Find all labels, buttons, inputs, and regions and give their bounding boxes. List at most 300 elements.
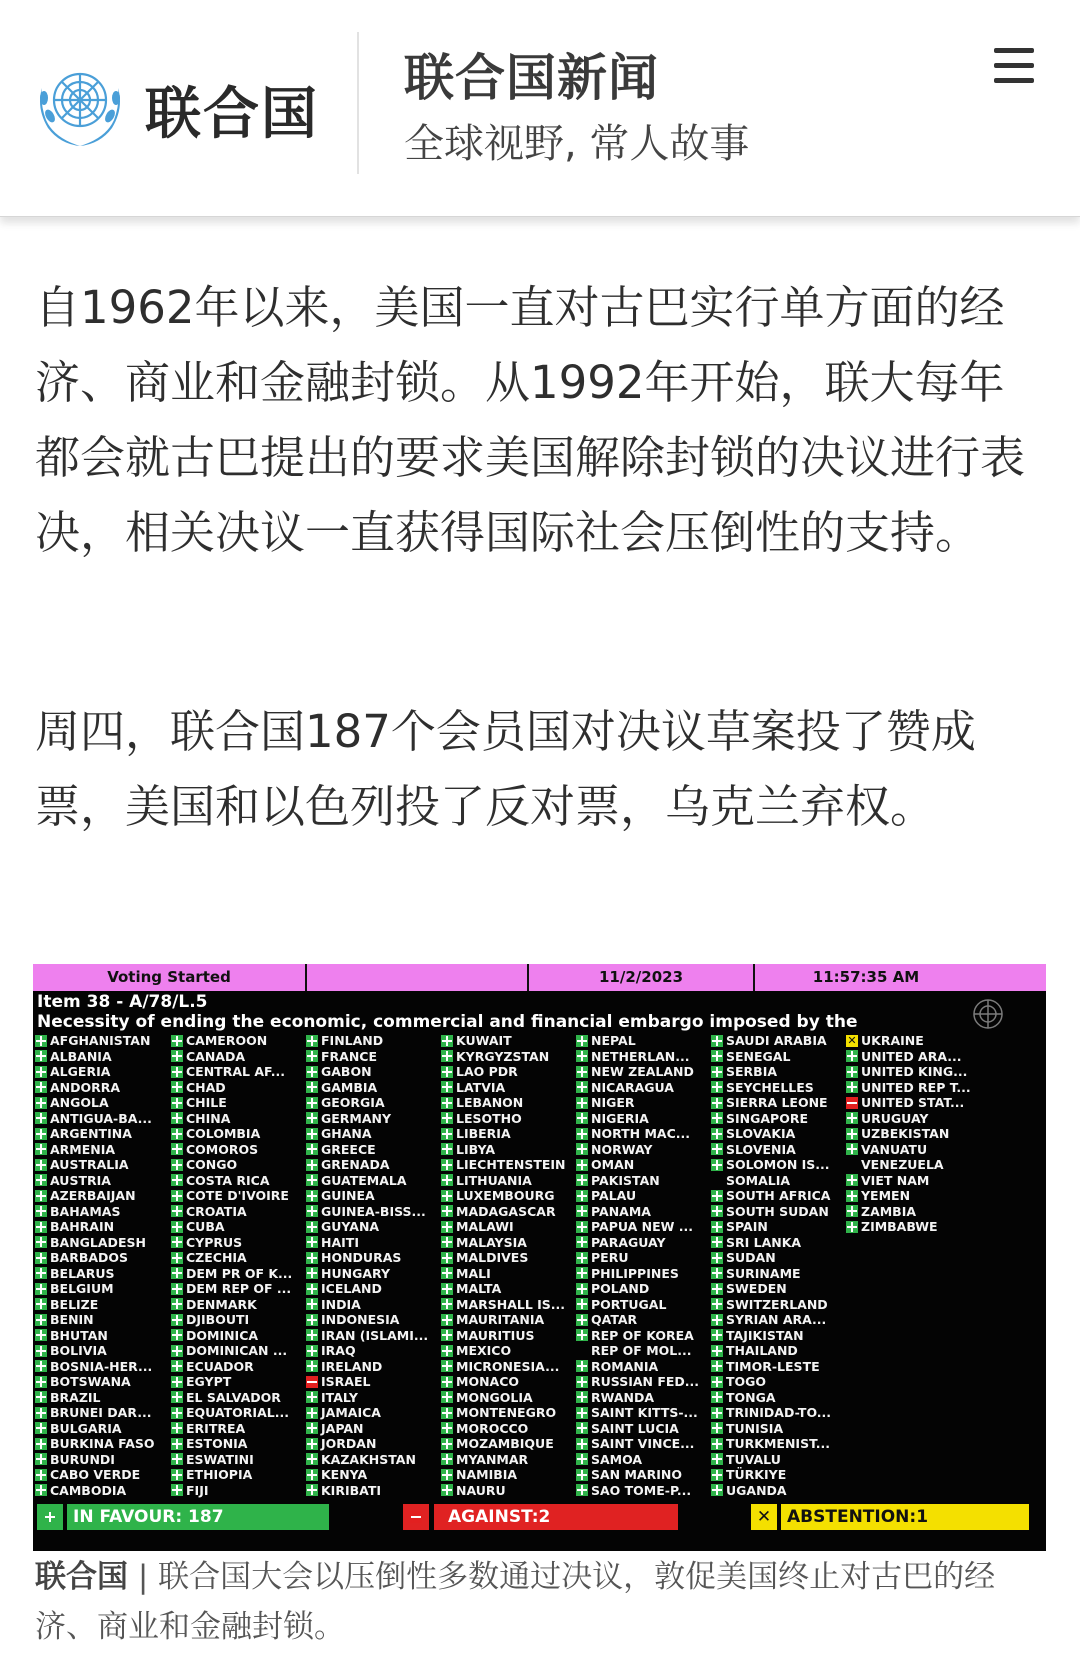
vote-no-icon [306,1376,318,1388]
vote-yes-icon [306,1081,318,1093]
country-name: CAMBODIA [50,1482,127,1498]
vote-yes-icon [846,1221,858,1233]
country-vote-row [441,1111,585,1127]
country-name: OMAN [591,1157,635,1172]
vote-yes-icon [441,1128,453,1140]
vote-yes-icon [35,1190,47,1202]
country-vote-row [441,1219,585,1235]
country-vote-row [711,1281,855,1297]
country-vote-row [576,1312,720,1328]
country-name: ISRAEL [321,1374,371,1389]
country-name: MALAYSIA [456,1234,527,1250]
country-vote-row [576,1436,720,1452]
vote-yes-icon [35,1453,47,1465]
country-vote-row [441,1297,585,1313]
country-name: QATAR [591,1312,638,1327]
country-name: GERMANY [321,1110,392,1126]
org-name[interactable]: 联合国 [145,82,319,147]
country-name: FIJI [186,1482,209,1498]
vote-yes-icon [306,1097,318,1109]
country-vote-row [35,1188,179,1204]
country-name: TONGA [726,1389,776,1405]
country-name: ERITREA [186,1420,246,1436]
country-vote-row [846,1095,990,1111]
vote-yes-icon [35,1360,47,1372]
country-vote-row [306,1390,450,1406]
country-vote-row [35,1328,179,1344]
country-vote-row [576,1405,720,1421]
vote-yes-icon [576,1360,588,1372]
country-name: KENYA [321,1467,368,1482]
vote-yes-icon [711,1236,723,1248]
vote-no-icon [846,1097,858,1109]
country-name: LAO PDR [456,1064,518,1079]
country-name: BELGIUM [50,1281,114,1296]
vote-yes-icon [846,1143,858,1155]
country-vote-row [711,1188,855,1204]
country-name: NIGER [591,1095,635,1110]
country-name: COSTA RICA [186,1172,270,1188]
country-vote-row [35,1405,179,1421]
country-vote-row [846,1126,990,1142]
vote-yes-icon [35,1050,47,1062]
country-name: TIMOR-LESTE [726,1358,820,1374]
vote-yes-icon [171,1112,183,1124]
country-name: BELIZE [50,1296,99,1312]
country-vote-row [441,1467,585,1483]
vote-yes-icon [576,1453,588,1465]
vote-yes-icon [711,1314,723,1326]
country-vote-row [171,1111,315,1127]
country-name: GREECE [321,1141,376,1157]
image-caption [35,1552,1045,1652]
country-name: GUINEA-BISS... [321,1203,426,1219]
country-name: FINLAND [321,1033,384,1048]
country-name: SIERRA LEONE [726,1095,828,1110]
country-vote-row [576,1250,720,1266]
vote-yes-icon [711,1097,723,1109]
country-vote-row [306,1421,450,1437]
country-vote-row [846,1219,990,1235]
vote-yes-icon [711,1360,723,1372]
country-vote-row [576,1126,720,1142]
country-name: BRUNEI DAR... [50,1405,152,1420]
country-vote-row [711,1080,855,1096]
country-name: DEM PR OF K... [186,1265,293,1281]
country-name: NICARAGUA [591,1079,674,1095]
country-name: KYRGYZSTAN [456,1048,550,1064]
vote-yes-icon [441,1283,453,1295]
country-vote-row [35,1157,179,1173]
vote-yes-icon [711,1050,723,1062]
country-vote-row [171,1390,315,1406]
country-name: PALAU [591,1188,637,1203]
country-vote-row [35,1467,179,1483]
country-column [846,1033,990,1235]
vote-yes-icon [35,1174,47,1186]
vote-yes-icon [306,1143,318,1155]
country-name: SOMALIA [726,1172,791,1188]
vote-yes-icon [171,1159,183,1171]
country-name: ECUADOR [186,1358,254,1374]
country-name: VENEZUELA [861,1157,944,1172]
vote-yes-icon [35,1314,47,1326]
country-name: FRANCE [321,1048,378,1064]
vote-yes-icon [306,1112,318,1124]
vote-yes-icon [441,1112,453,1124]
vote-yes-icon [441,1298,453,1310]
un-emblem-icon[interactable] [30,58,130,150]
country-name: BAHAMAS [50,1203,121,1219]
country-vote-row [711,1436,855,1452]
country-vote-row [35,1049,179,1065]
country-name: YEMEN [861,1188,911,1203]
article-paragraph: 自1962年以来，美国一直对古巴实行单方面的经济、商业和金融封锁。从1992年开始，联大每年都会就古巴提出的要求美国解除封锁的决议进行表决，相关决议一直获得国际社会压倒性的支持。 [35,281,1026,559]
country-name: ESTONIA [186,1436,248,1451]
vote-yes-icon [35,1329,47,1341]
country-vote-row [35,1204,179,1220]
vote-yes-icon [576,1298,588,1310]
country-vote-row [306,1483,450,1499]
vote-yes-icon [171,1345,183,1357]
country-vote-row [306,1312,450,1328]
country-name: JAPAN [321,1420,364,1436]
vote-yes-icon [441,1205,453,1217]
country-name: UGANDA [726,1482,787,1498]
vote-yes-icon [576,1050,588,1062]
vote-yes-icon [711,1391,723,1403]
vote-yes-icon [35,1221,47,1233]
country-name: SPAIN [726,1219,768,1234]
vote-yes-icon [846,1174,858,1186]
vote-time: 11:57:35 AM [812,968,920,986]
country-vote-row [35,1080,179,1096]
vote-yes-icon [846,1112,858,1124]
country-vote-row [576,1421,720,1437]
country-name: PHILIPPINES [591,1265,679,1281]
vote-yes-icon [306,1190,318,1202]
country-name: MALDIVES [456,1250,529,1265]
country-vote-row [576,1049,720,1065]
country-name: AZERBAIJAN [50,1188,136,1203]
vote-yes-icon [306,1314,318,1326]
country-name: BANGLADESH [50,1234,146,1250]
against-icon [403,1504,429,1530]
country-vote-row [576,1328,720,1344]
vote-yes-icon [306,1050,318,1062]
country-vote-row [171,1219,315,1235]
vote-yes-icon [576,1484,588,1496]
vote-yes-icon [35,1236,47,1248]
country-vote-row [35,1297,179,1313]
vote-yes-icon [441,1484,453,1496]
country-vote-row [711,1142,855,1158]
country-vote-row [306,1173,450,1189]
country-vote-row [576,1390,720,1406]
vote-yes-icon [441,1391,453,1403]
country-vote-row [171,1328,315,1344]
vote-yes-icon [35,1081,47,1093]
country-name: LESOTHO [456,1110,522,1126]
country-vote-row [441,1204,585,1220]
country-name: ANGOLA [50,1095,109,1110]
country-name: COMOROS [186,1141,259,1157]
menu-bar [994,78,1034,83]
country-name: MALI [456,1265,491,1281]
country-vote-row [171,1235,315,1251]
vote-yes-icon [711,1190,723,1202]
country-vote-row [711,1343,855,1359]
country-name: CONGO [186,1157,238,1172]
country-vote-row [306,1049,450,1065]
vote-yes-icon [306,1267,318,1279]
country-vote-row [441,1250,585,1266]
against-count: AGAINST:2 [434,1504,678,1530]
country-name: PARAGUAY [591,1234,666,1250]
vote-yes-icon [576,1097,588,1109]
country-vote-row [711,1359,855,1375]
vote-yes-icon [35,1484,47,1496]
country-vote-row [306,1328,450,1344]
country-name: UNITED STAT... [861,1095,965,1110]
country-vote-row [306,1126,450,1142]
country-vote-row [711,1266,855,1282]
country-vote-row [171,1436,315,1452]
vote-yes-icon [35,1469,47,1481]
country-name: AUSTRIA [50,1172,111,1188]
vote-none-icon [846,1159,858,1171]
country-vote-row [35,1033,179,1049]
vote-yes-icon [846,1205,858,1217]
country-vote-row [441,1312,585,1328]
news-title[interactable]: 联合国新闻 [404,49,659,107]
country-vote-row [171,1421,315,1437]
vote-yes-icon [306,1360,318,1372]
country-name: HAITI [321,1234,359,1250]
vote-yes-icon [576,1438,588,1450]
country-name: DJIBOUTI [186,1312,250,1327]
country-name: TÜRKIYE [726,1467,787,1482]
vote-yes-icon [576,1066,588,1078]
country-vote-row [846,1033,990,1049]
country-name: GUATEMALA [321,1172,407,1188]
country-vote-row [306,1204,450,1220]
country-vote-row [35,1452,179,1468]
vote-yes-icon [711,1453,723,1465]
country-name: LEBANON [456,1095,524,1110]
country-name: SENEGAL [726,1048,791,1064]
country-name: RUSSIAN FED... [591,1374,700,1389]
country-name: KIRIBATI [321,1482,382,1498]
header-divider [357,32,359,174]
country-name: DOMINICAN ... [186,1343,288,1358]
country-vote-row [306,1219,450,1235]
country-vote-row [35,1250,179,1266]
country-vote-row [576,1266,720,1282]
country-vote-row [441,1188,585,1204]
vote-yes-icon [711,1066,723,1078]
menu-bar [994,48,1034,53]
vote-yes-icon [576,1329,588,1341]
vote-yes-icon [171,1267,183,1279]
vote-yes-icon [171,1391,183,1403]
country-name: ESWATINI [186,1451,254,1467]
country-name: NORTH MAC... [591,1126,691,1141]
country-name: BOSNIA-HER... [50,1358,153,1374]
vote-yes-icon [441,1453,453,1465]
country-vote-row [35,1483,179,1499]
country-vote-row [306,1033,450,1049]
vote-yes-icon [441,1221,453,1233]
vote-board-image[interactable] [33,964,1046,1551]
country-name: GABON [321,1064,372,1079]
country-vote-row [711,1235,855,1251]
vote-yes-icon [306,1345,318,1357]
vote-yes-icon [576,1205,588,1217]
country-name: EQUATORIAL... [186,1405,289,1420]
country-vote-row [441,1436,585,1452]
country-name: SAINT VINCE... [591,1436,695,1451]
vote-yes-icon [35,1097,47,1109]
un-watermark-icon [963,994,1013,1038]
vote-yes-icon [441,1267,453,1279]
vote-yes-icon [306,1438,318,1450]
country-vote-row [441,1173,585,1189]
country-name: SURINAME [726,1265,801,1281]
vote-yes-icon [846,1128,858,1140]
vote-yes-icon [576,1236,588,1248]
vote-yes-icon [576,1252,588,1264]
country-name: NEPAL [591,1033,636,1048]
vote-yes-icon [35,1438,47,1450]
country-vote-row [441,1328,585,1344]
country-vote-row [441,1033,585,1049]
vote-yes-icon [171,1422,183,1434]
country-name: GAMBIA [321,1079,378,1095]
vote-yes-icon [306,1205,318,1217]
country-vote-row [576,1374,720,1390]
country-vote-row [576,1235,720,1251]
vote-yes-icon [441,1252,453,1264]
country-name: BELARUS [50,1265,115,1281]
hamburger-menu-icon[interactable] [992,48,1036,88]
vote-yes-icon [846,1050,858,1062]
vote-yes-icon [441,1159,453,1171]
country-vote-row [171,1297,315,1313]
country-vote-row [576,1297,720,1313]
country-name: UKRAINE [861,1033,924,1048]
country-name: MICRONESIA... [456,1358,560,1374]
vote-yes-icon [35,1422,47,1434]
vote-yes-icon [576,1128,588,1140]
caption-source[interactable]: 联合国 [35,1559,128,1595]
country-name: MONGOLIA [456,1389,533,1405]
country-name: NETHERLAN... [591,1048,690,1064]
country-name: TOGO [726,1374,767,1389]
country-name: ALBANIA [50,1048,112,1064]
country-vote-row [171,1080,315,1096]
vote-yes-icon [576,1469,588,1481]
country-vote-row [846,1049,990,1065]
vote-date: 11/2/2023 [529,964,755,991]
vote-yes-icon [306,1453,318,1465]
country-column [441,1033,585,1498]
country-vote-row [171,1173,315,1189]
country-vote-row [35,1421,179,1437]
vote-yes-icon [441,1097,453,1109]
vote-yes-icon [35,1143,47,1155]
country-name: BARBADOS [50,1250,129,1265]
vote-yes-icon [576,1112,588,1124]
country-vote-row [441,1405,585,1421]
vote-yes-icon [711,1422,723,1434]
country-name: MYANMAR [456,1451,529,1467]
country-vote-row [711,1421,855,1437]
country-name: PAPUA NEW ... [591,1219,694,1234]
country-vote-row [711,1049,855,1065]
country-name: GUINEA [321,1188,375,1203]
vote-yes-icon [35,1345,47,1357]
country-name: MARSHALL IS... [456,1296,566,1312]
country-vote-row [576,1452,720,1468]
country-vote-row [306,1436,450,1452]
vote-yes-icon [846,1081,858,1093]
country-name: ZIMBABWE [861,1219,938,1234]
country-vote-row [711,1297,855,1313]
vote-yes-icon [306,1422,318,1434]
country-name: ALGERIA [50,1064,111,1079]
country-name: NAURU [456,1482,506,1498]
vote-none-icon [576,1345,588,1357]
country-name: NIGERIA [591,1110,649,1126]
country-name: THAILAND [726,1343,798,1358]
country-name: BAHRAIN [50,1219,115,1234]
vote-yes-icon [441,1035,453,1047]
country-vote-row [711,1126,855,1142]
country-name: ITALY [321,1389,358,1405]
vote-yes-icon [306,1159,318,1171]
country-vote-row [576,1142,720,1158]
country-name: ARGENTINA [50,1126,132,1141]
country-vote-row [441,1126,585,1142]
country-name: ROMANIA [591,1358,659,1374]
country-name: ICELAND [321,1281,382,1296]
country-vote-row [441,1343,585,1359]
vote-yes-icon [441,1081,453,1093]
country-name: PANAMA [591,1203,651,1219]
country-name: SLOVENIA [726,1141,796,1157]
vote-yes-icon [441,1422,453,1434]
country-vote-row [441,1049,585,1065]
country-vote-row [35,1436,179,1452]
vote-yes-icon [306,1174,318,1186]
country-name: ETHIOPIA [186,1467,253,1482]
country-name: SRI LANKA [726,1234,802,1250]
country-vote-row [35,1359,179,1375]
country-name: MOZAMBIQUE [456,1436,554,1451]
country-name: IRAN (ISLAMI... [321,1327,429,1343]
country-name: CENTRAL AF... [186,1064,285,1079]
country-name: AUSTRALIA [50,1157,129,1172]
country-vote-row [441,1374,585,1390]
vote-yes-icon [306,1236,318,1248]
vote-yes-icon [441,1143,453,1155]
country-name: MONTENEGRO [456,1405,557,1420]
vote-yes-icon [171,1484,183,1496]
news-tagline: 全球视野, 常人故事 [404,121,750,167]
country-vote-row [711,1467,855,1483]
country-vote-row [576,1281,720,1297]
